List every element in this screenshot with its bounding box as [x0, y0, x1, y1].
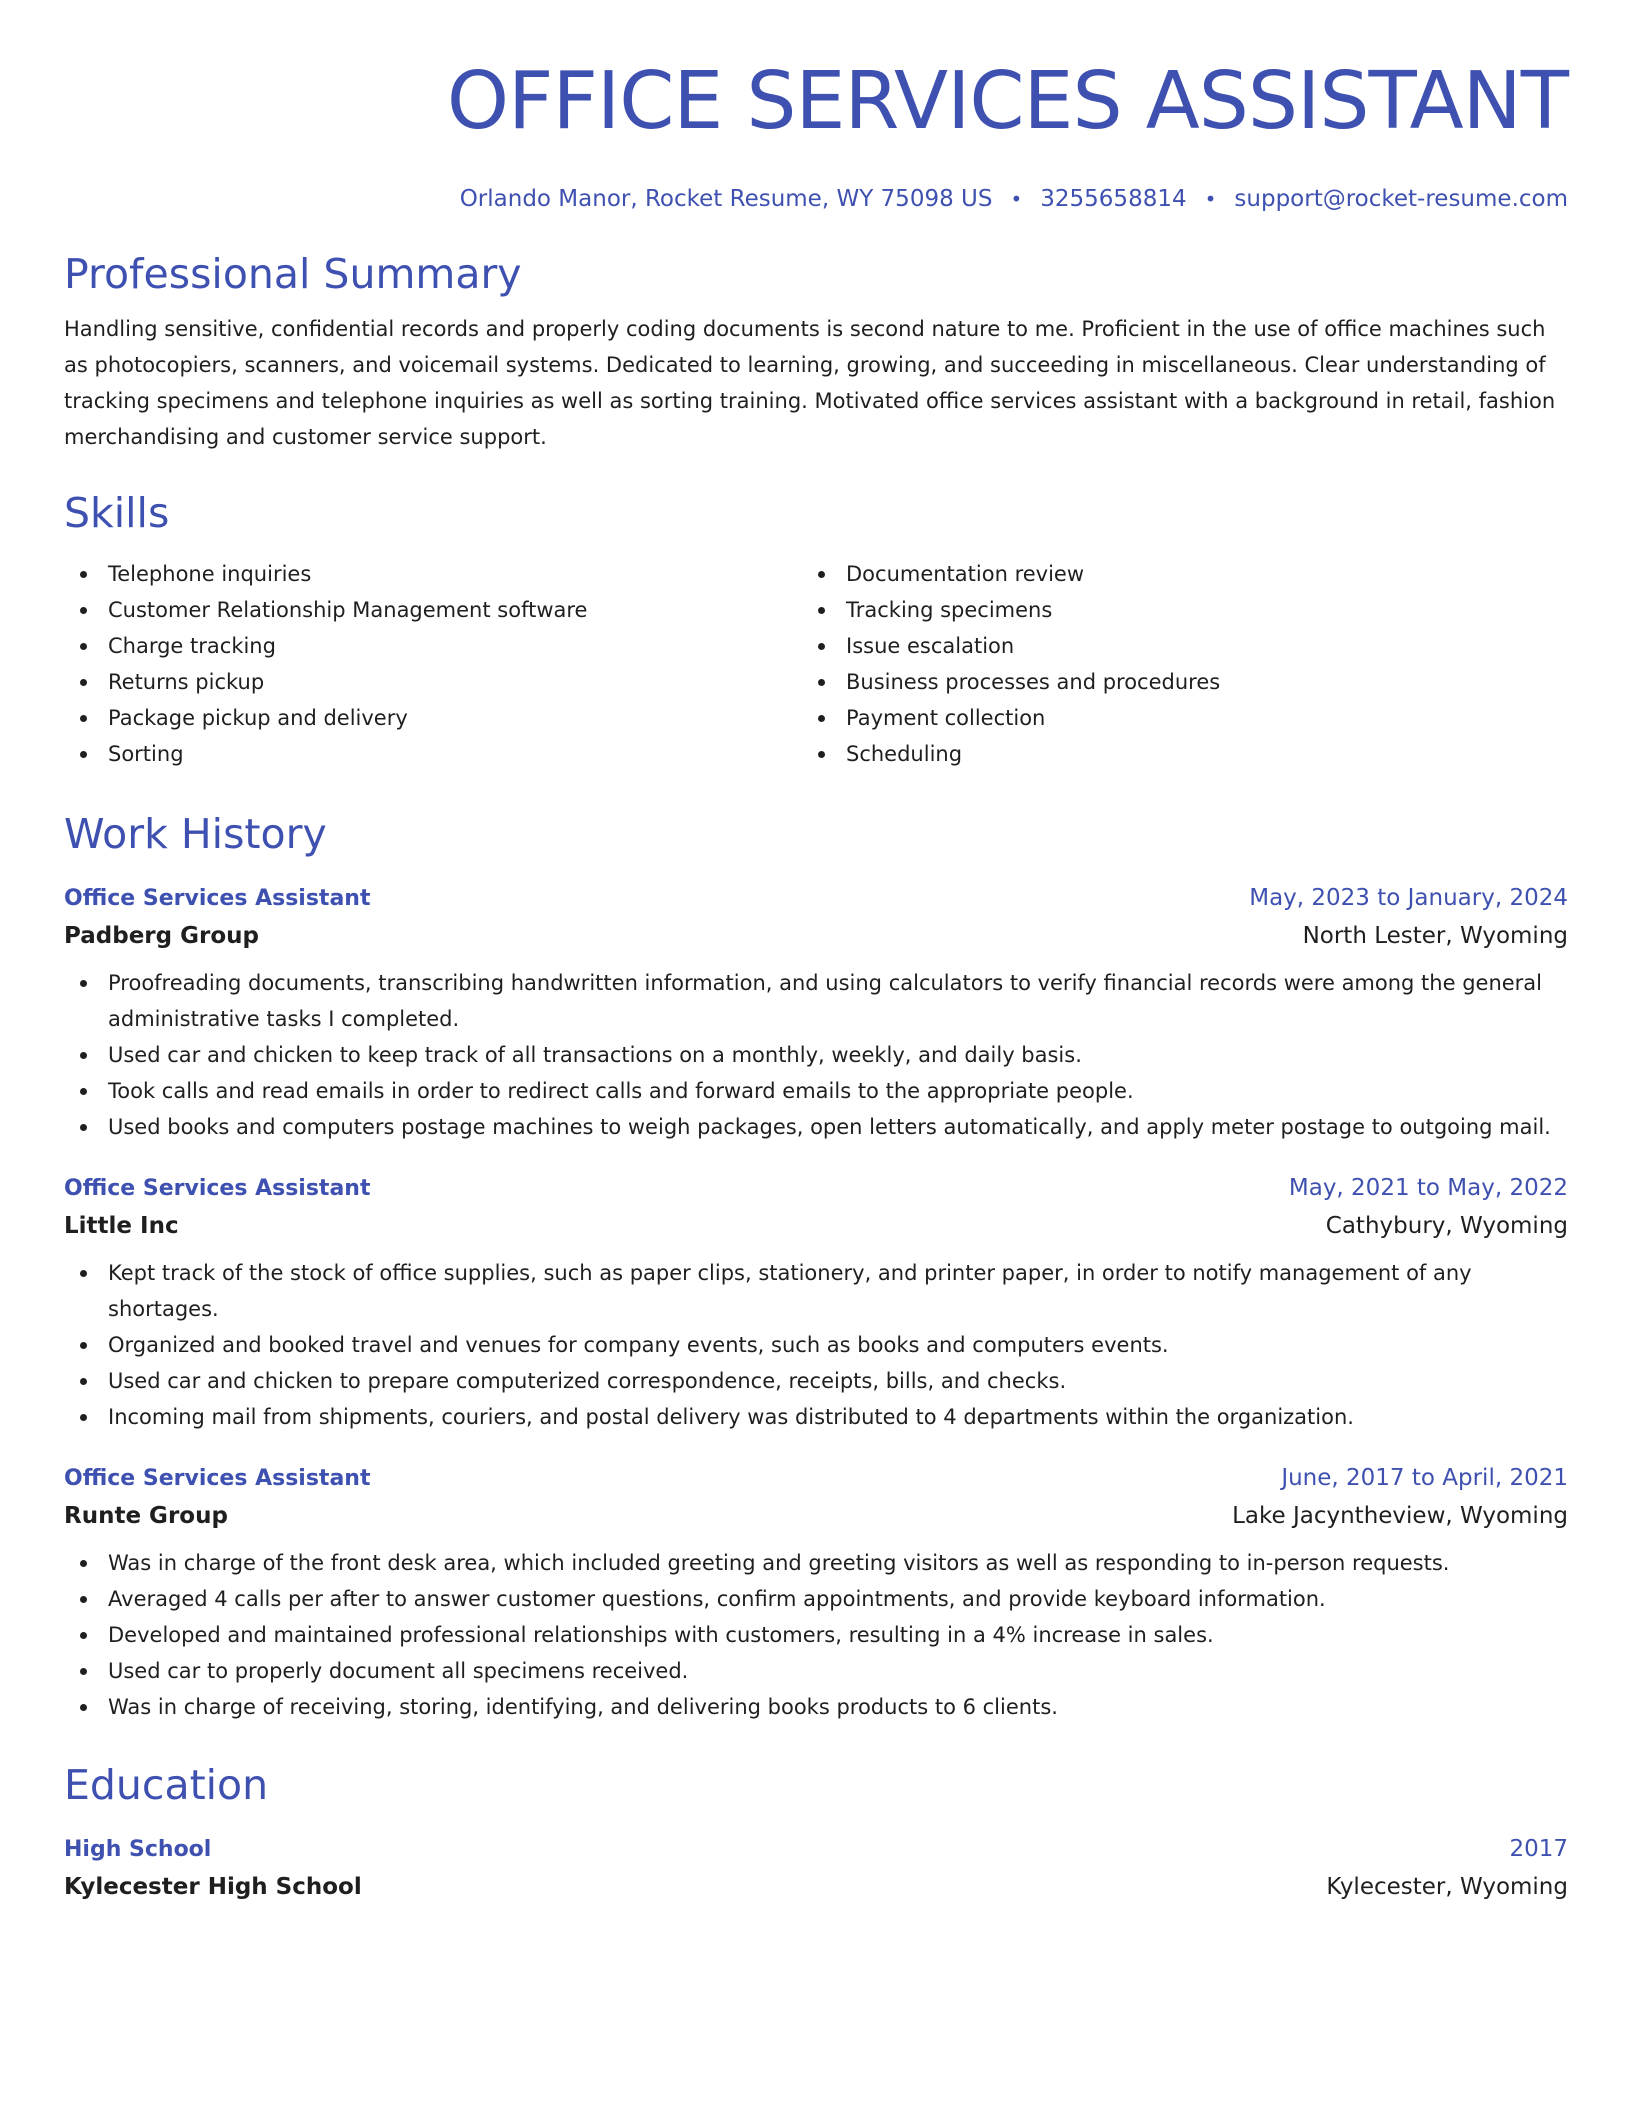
summary-text: Handling sensitive, confidential records and properly coding documents is second nature to me. Proficient in the use of office machines such as photocopiers, scanners, and voicemail systems. Dedicated to learning, growing, and succeeding in miscellaneous. Clear understanding of tracking specimens and telephone inquiries as well as sorting training. Motivated office services assistant with a background in retail, fashion merchandising and customer service support.	[64, 317, 1556, 449]
duty-item: Developed and maintained professional relationships with customers, resulting in a 4% increase in sales.	[64, 1617, 1568, 1653]
job-entry	[64, 885, 1568, 1145]
job-entry	[64, 1175, 1568, 1435]
education-heading: Education	[64, 1761, 269, 1809]
duty-item: Used car and chicken to keep track of all transactions on a monthly, weekly, and daily basis.	[64, 1037, 1568, 1073]
job-company: Runte Group	[64, 1503, 228, 1529]
work-history-heading: Work History	[64, 810, 327, 858]
duty-item: Incoming mail from shipments, couriers, and postal delivery was distributed to 4 departments within the organization.	[64, 1399, 1568, 1435]
skill-item: Charge tracking	[64, 628, 802, 664]
duty-item: Used car to properly document all specimens received.	[64, 1653, 1568, 1689]
education-school: Kylecester High School	[64, 1874, 362, 1900]
skill-item: Issue escalation	[802, 628, 1540, 664]
skill-item: Payment collection	[802, 700, 1540, 736]
job-location: Lake Jacyntheview, Wyoming	[1232, 1503, 1568, 1529]
skills-column-left	[64, 556, 802, 772]
job-duties	[64, 965, 1568, 1145]
duty-item: Used car and chicken to prepare computerized correspondence, receipts, bills, and checks.	[64, 1363, 1568, 1399]
education-year: 2017	[1509, 1836, 1568, 1862]
education-location: Kylecester, Wyoming	[1326, 1874, 1568, 1900]
separator-dot: •	[1204, 187, 1217, 211]
duty-item: Averaged 4 calls per after to answer customer questions, confirm appointments, and provide keyboard information.	[64, 1581, 1568, 1617]
job-title: Office Services Assistant	[64, 886, 371, 911]
skill-item: Sorting	[64, 736, 802, 772]
skills-column-right	[802, 556, 1540, 772]
skill-item: Returns pickup	[64, 664, 802, 700]
candidate-name: OFFICE SERVICES ASSISTANT	[446, 55, 1568, 147]
job-dates: May, 2021 to May, 2022	[1288, 1175, 1568, 1201]
job-duties	[64, 1255, 1568, 1435]
duty-item: Organized and booked travel and venues for company events, such as books and computers events.	[64, 1327, 1568, 1363]
duty-item: Was in charge of the front desk area, which included greeting and greeting visitors as well as responding to in-person requests.	[64, 1545, 1568, 1581]
duty-item: Took calls and read emails in order to redirect calls and forward emails to the appropriate people.	[64, 1073, 1568, 1109]
duty-item: Kept track of the stock of office supplies, such as paper clips, stationery, and printer paper, in order to notify management of any shortages.	[64, 1255, 1568, 1327]
skill-item: Package pickup and delivery	[64, 700, 802, 736]
skills-heading: Skills	[64, 489, 170, 537]
job-company: Little Inc	[64, 1213, 179, 1239]
separator-dot: •	[1010, 187, 1023, 211]
duty-item: Was in charge of receiving, storing, identifying, and delivering books products to 6 clients.	[64, 1689, 1568, 1725]
job-duties	[64, 1545, 1568, 1725]
job-title: Office Services Assistant	[64, 1466, 371, 1491]
job-company: Padberg Group	[64, 923, 259, 949]
job-title: Office Services Assistant	[64, 1176, 371, 1201]
job-dates: June, 2017 to April, 2021	[1281, 1465, 1568, 1491]
job-location: North Lester, Wyoming	[1302, 923, 1568, 949]
skill-item: Scheduling	[802, 736, 1540, 772]
skill-item: Documentation review	[802, 556, 1540, 592]
duty-item: Proofreading documents, transcribing handwritten information, and using calculators to verify financial records were among the general administrative tasks I completed.	[64, 965, 1568, 1037]
skill-item: Telephone inquiries	[64, 556, 802, 592]
duty-item: Used books and computers postage machines to weigh packages, open letters automatically, and apply meter postage to outgoing mail.	[64, 1109, 1568, 1145]
contact-line	[64, 184, 1568, 214]
job-location: Cathybury, Wyoming	[1325, 1213, 1568, 1239]
job-entry	[64, 1465, 1568, 1725]
skill-item: Business processes and procedures	[802, 664, 1540, 700]
skill-item: Tracking specimens	[802, 592, 1540, 628]
education-entry	[64, 1836, 1568, 1900]
job-dates: May, 2023 to January, 2024	[1249, 885, 1568, 911]
contact-address: Orlando Manor, Rocket Resume, WY 75098 US	[459, 186, 993, 212]
contact-email[interactable]: support@rocket-resume.com	[1234, 186, 1568, 212]
skill-item: Customer Relationship Management software	[64, 592, 802, 628]
education-degree: High School	[64, 1837, 212, 1862]
skills-list	[64, 556, 1568, 772]
summary-heading: Professional Summary	[64, 250, 522, 298]
contact-phone: 3255658814	[1040, 186, 1187, 212]
